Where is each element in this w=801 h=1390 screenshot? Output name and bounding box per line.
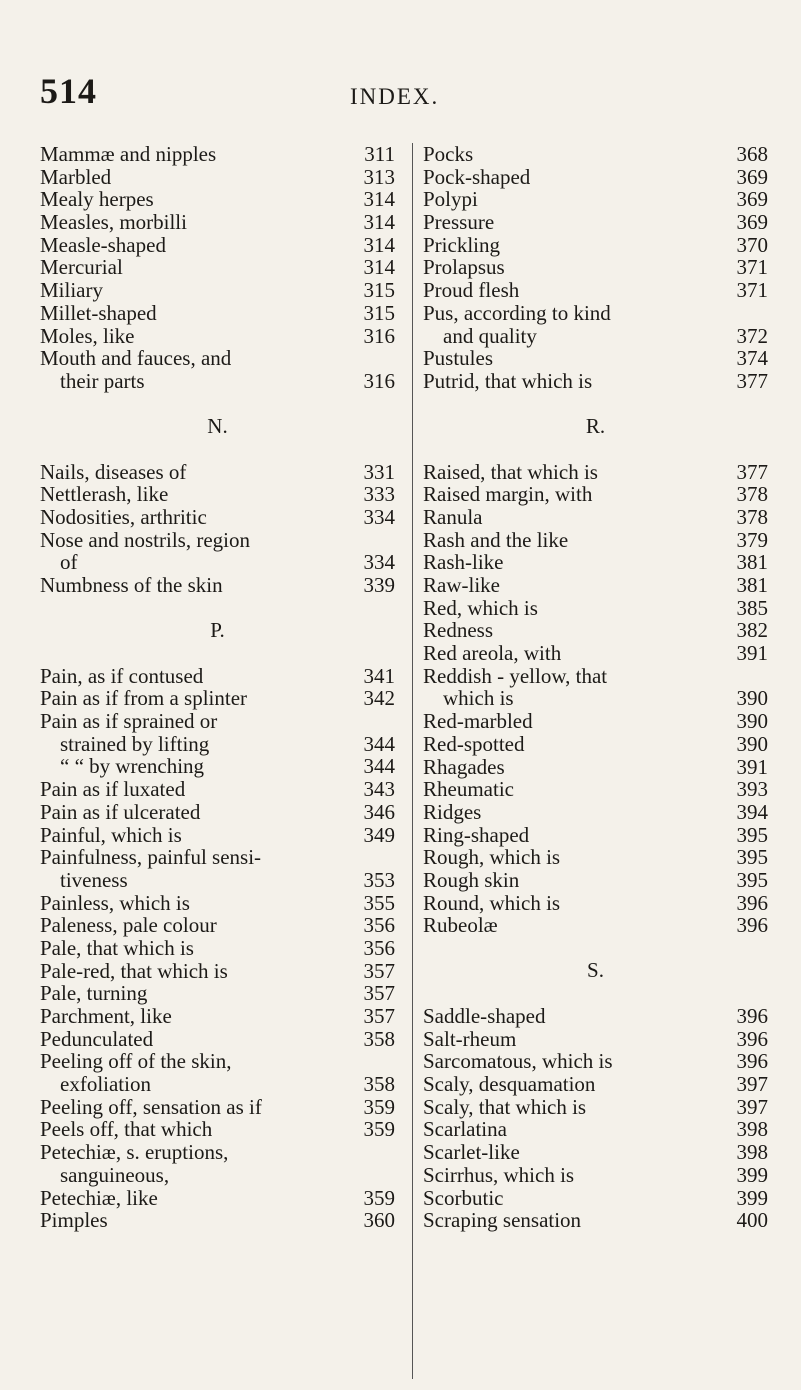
entry-page-number: 399 [736,1185,768,1210]
index-entry [40,529,395,552]
entry-page-number: 344 [363,731,395,756]
index-entry [40,937,395,960]
index-entry [423,824,768,847]
index-entry [423,370,768,393]
index-entry [40,370,395,393]
entry-term: Pain as if ulcerated [40,799,201,824]
index-column-left [40,143,395,1232]
entry-term: Peels off, that which [40,1117,213,1142]
index-entry [40,1164,395,1187]
entry-term: Nettlerash, like [40,482,169,507]
entry-page-number: 315 [363,278,395,303]
entry-page-number: 316 [363,323,395,348]
index-entry [40,960,395,983]
section-letter-label: N. [207,413,228,438]
index-entry [40,188,395,211]
entry-term: Nose and nostrils, region [40,527,250,552]
entry-term: Scarlet-like [423,1140,520,1165]
entry-term: Pale-red, that which is [40,958,228,983]
entry-page-number: 396 [736,1049,768,1074]
index-entry [423,619,768,642]
index-entry [423,665,768,688]
entry-term: Polypi [423,187,478,212]
entry-term: Scorbutic [423,1185,504,1210]
entry-page-number: 342 [363,686,395,711]
entry-page-number: 369 [736,210,768,235]
entry-page-number: 381 [736,573,768,597]
entry-page-number: 396 [736,890,768,915]
index-entry [40,824,395,847]
index-entry [40,869,395,892]
entry-term: Painful, which is [40,822,182,847]
index-entry [423,461,768,484]
index-entry [423,1118,768,1141]
entry-term: Pock-shaped [423,164,531,189]
entry-page-number: 391 [736,754,768,779]
entry-page-number: 396 [736,1026,768,1051]
entry-term: Scirrhus, which is [423,1162,575,1187]
index-entry [423,892,768,915]
index-entry [40,1187,395,1210]
index-entry [40,1096,395,1119]
entry-page-number: 390 [736,709,768,734]
entry-page-number: 359 [363,1094,395,1119]
index-entry [40,461,395,484]
entry-term: Reddish - yellow, that [423,663,608,688]
entry-term: Pain, as if contused [40,663,204,688]
entry-term: Measles, morbilli [40,210,187,235]
entry-term: Redness [423,618,493,643]
entry-page-number: 314 [363,232,395,257]
entry-term: Pale, that which is [40,935,194,960]
entry-term: sanguineous, [60,1162,170,1187]
entry-term: Nodosities, arthritic [40,504,207,529]
entry-term: Proud flesh [423,278,520,303]
index-entry [40,1073,395,1096]
entry-term: Pain as if sprained or [40,709,218,734]
entry-page-number: 396 [736,1004,768,1028]
entry-page-number: 400 [736,1208,768,1233]
entry-term: Rubeolæ [423,913,498,938]
entry-page-number: 313 [363,164,395,189]
entry-page-number: 398 [736,1140,768,1165]
entry-term: Red-marbled [423,709,533,734]
entry-page-number: 341 [363,663,395,688]
entry-term: Painfulness, painful sensi- [40,845,262,870]
entry-term: Rash and the like [423,527,569,552]
entry-term: Miliary [40,278,103,303]
entry-page-number: 355 [363,890,395,915]
entry-page-number: 315 [363,300,395,325]
index-entry [423,1209,768,1232]
entry-page-number: 369 [736,164,768,189]
entry-page-number: 385 [736,595,768,620]
index-entry [40,687,395,710]
page-number: 514 [40,71,97,111]
entry-page-number: 397 [736,1072,768,1097]
index-entry [423,302,768,325]
entry-page-number: 398 [736,1117,768,1142]
entry-term: Ring-shaped [423,822,530,847]
entry-term: Parchment, like [40,1004,172,1028]
index-entry [423,733,768,756]
entry-term: Nails, diseases of [40,459,187,484]
index-entry [423,279,768,302]
entry-term: Red, which is [423,595,538,620]
index-entry [423,710,768,733]
entry-term: exfoliation [60,1072,151,1097]
entry-page-number: 316 [363,368,395,393]
entry-page-number: 360 [363,1208,395,1233]
index-entry [423,188,768,211]
index-entry [40,982,395,1005]
index-entry [423,597,768,620]
entry-term: Prickling [423,232,500,257]
index-entry [40,733,395,756]
entry-page-number: 396 [736,913,768,938]
entry-page-number: 334 [363,550,395,575]
section-letter [423,393,768,461]
entry-page-number: 371 [736,278,768,303]
entry-term: of [60,550,78,575]
entry-term: Pustules [423,346,494,371]
entry-page-number: 377 [736,368,768,393]
index-entry [423,1073,768,1096]
entry-page-number: 368 [736,142,768,166]
entry-page-number: 381 [736,550,768,575]
index-entry [40,1209,395,1232]
entry-page-number: 377 [736,459,768,484]
entry-term: Pedunculated [40,1026,154,1051]
entry-term: Painless, which is [40,890,190,915]
index-entry [40,483,395,506]
index-entry [40,710,395,733]
entry-page-number: 331 [363,459,395,484]
entry-term: their parts [60,368,145,393]
index-entry [40,801,395,824]
index-entry [423,166,768,189]
index-entry [423,347,768,370]
entry-page-number: 393 [736,777,768,802]
entry-term: Pale, turning [40,981,148,1006]
index-entry [40,1141,395,1164]
index-entry [40,325,395,348]
entry-term: Rhagades [423,754,505,779]
entry-term: Mealy herpes [40,187,154,212]
index-entry [423,506,768,529]
index-entry [423,687,768,710]
index-entry [423,234,768,257]
entry-page-number: 346 [363,799,395,824]
index-entry [423,529,768,552]
index-entry [40,1028,395,1051]
entry-page-number: 344 [363,754,395,779]
index-entry [423,551,768,574]
entry-term: Red-spotted [423,731,525,756]
index-entry [423,483,768,506]
entry-page-number: 357 [363,981,395,1006]
entry-page-number: 369 [736,187,768,212]
entry-term: Salt-rheum [423,1026,517,1051]
entry-term: Petechiæ, s. eruptions, [40,1140,229,1165]
entry-page-number: 359 [363,1185,395,1210]
entry-term: and quality [443,323,537,348]
index-column-right [423,143,768,1232]
index-entry [40,665,395,688]
entry-term: Pus, according to kind [423,300,611,325]
entry-term: Peeling off, sensation as if [40,1094,262,1119]
entry-page-number: 397 [736,1094,768,1119]
entry-term: Pressure [423,210,495,235]
entry-page-number: 356 [363,913,395,938]
entry-term: which is [443,686,514,711]
index-entry [423,846,768,869]
entry-term: Paleness, pale colour [40,913,217,938]
index-entry [40,302,395,325]
entry-term: Scaly, desquamation [423,1072,596,1097]
section-letter [423,937,768,1005]
entry-page-number: 314 [363,255,395,280]
entry-term: Pain as if luxated [40,777,186,802]
entry-page-number: 370 [736,232,768,257]
entry-term: Pain as if from a splinter [40,686,248,711]
entry-term: Mammæ and nipples [40,142,217,166]
index-entry [423,1050,768,1073]
entry-term: Saddle-shaped [423,1004,546,1028]
index-entry [423,574,768,597]
index-entry [423,211,768,234]
entry-page-number: 374 [736,346,768,371]
entry-term: strained by lifting [60,731,210,756]
entry-term: Prolapsus [423,255,505,280]
section-letter-label: S. [587,958,604,982]
entry-page-number: 399 [736,1162,768,1187]
index-entry [40,551,395,574]
index-entry [40,755,395,778]
section-letter-label: R. [585,413,606,438]
entry-term: Peeling off of the skin, [40,1049,232,1074]
entry-term: Sarcomatous, which is [423,1049,613,1074]
index-entry [423,1164,768,1187]
index-entry [40,279,395,302]
entry-term: Rough skin [423,867,520,892]
page-header [0,70,801,110]
entry-term: Pimples [40,1208,108,1233]
index-entry [423,1096,768,1119]
index-entry [423,1005,768,1028]
entry-term: Rheumatic [423,777,514,802]
entry-page-number: 379 [736,527,768,552]
section-letter-label: P. [210,617,225,642]
entry-page-number: 349 [363,822,395,847]
index-entry [40,1118,395,1141]
entry-page-number: 378 [736,482,768,507]
entry-term: Numbness of the skin [40,573,223,597]
entry-page-number: 314 [363,210,395,235]
index-entry [40,914,395,937]
entry-term: Marbled [40,164,112,189]
index-entry [423,801,768,824]
entry-page-number: 333 [363,482,395,507]
index-entry [423,778,768,801]
entry-page-number: 353 [363,867,395,892]
entry-term: Scaly, that which is [423,1094,587,1119]
entry-term: Round, which is [423,890,561,915]
entry-page-number: 378 [736,504,768,529]
entry-term: tiveness [60,867,128,892]
entry-term: Raw-like [423,573,500,597]
column-divider [412,143,413,1379]
entry-term: Mouth and fauces, and [40,346,232,371]
index-entry [423,143,768,166]
entry-page-number: 358 [363,1026,395,1051]
entry-page-number: 334 [363,504,395,529]
entry-page-number: 391 [736,641,768,666]
index-entry [40,211,395,234]
index-entry [423,869,768,892]
index-entry [40,166,395,189]
entry-page-number: 343 [363,777,395,802]
entry-page-number: 356 [363,935,395,960]
entry-term: Mercurial [40,255,123,280]
entry-term: Raised, that which is [423,459,598,484]
index-entry [40,256,395,279]
index-entry [40,506,395,529]
entry-page-number: 394 [736,799,768,824]
entry-term: Millet-shaped [40,300,157,325]
entry-term: Petechiæ, like [40,1185,158,1210]
entry-page-number: 358 [363,1072,395,1097]
running-title: INDEX. [350,84,440,109]
entry-page-number: 371 [736,255,768,280]
entry-page-number: 311 [364,142,395,166]
index-entry [423,1187,768,1210]
entry-page-number: 395 [736,845,768,870]
entry-term: Pocks [423,142,474,166]
index-entry [40,778,395,801]
index-entry [40,1050,395,1073]
entry-term: Scraping sensation [423,1208,582,1233]
entry-page-number: 390 [736,731,768,756]
entry-term: Raised margin, with [423,482,593,507]
index-entry [423,756,768,779]
entry-page-number: 382 [736,618,768,643]
entry-page-number: 372 [736,323,768,348]
entry-term: Ranula [423,504,483,529]
index-entry [40,234,395,257]
entry-page-number: 390 [736,686,768,711]
entry-term: Measle-shaped [40,232,166,257]
entry-page-number: 395 [736,867,768,892]
section-letter [40,597,395,665]
entry-term: Putrid, that which is [423,368,593,393]
index-entry [40,846,395,869]
entry-term: Red areola, with [423,641,562,666]
index-entry [40,892,395,915]
index-entry [423,642,768,665]
index-entry [423,325,768,348]
entry-term: Moles, like [40,323,135,348]
entry-page-number: 357 [363,1004,395,1028]
index-entry [423,1141,768,1164]
index-entry [40,574,395,597]
entry-term: Ridges [423,799,482,824]
entry-page-number: 339 [363,573,395,597]
entry-term: “ “ by wrenching [60,754,205,779]
entry-term: Scarlatina [423,1117,507,1142]
entry-page-number: 359 [363,1117,395,1142]
index-entry [40,1005,395,1028]
entry-page-number: 314 [363,187,395,212]
index-entry [40,347,395,370]
index-entry [423,256,768,279]
index-entry [40,143,395,166]
section-letter [40,393,395,461]
index-entry [423,1028,768,1051]
entry-page-number: 357 [363,958,395,983]
entry-page-number: 395 [736,822,768,847]
entry-term: Rash-like [423,550,504,575]
index-entry [423,914,768,937]
entry-term: Rough, which is [423,845,561,870]
